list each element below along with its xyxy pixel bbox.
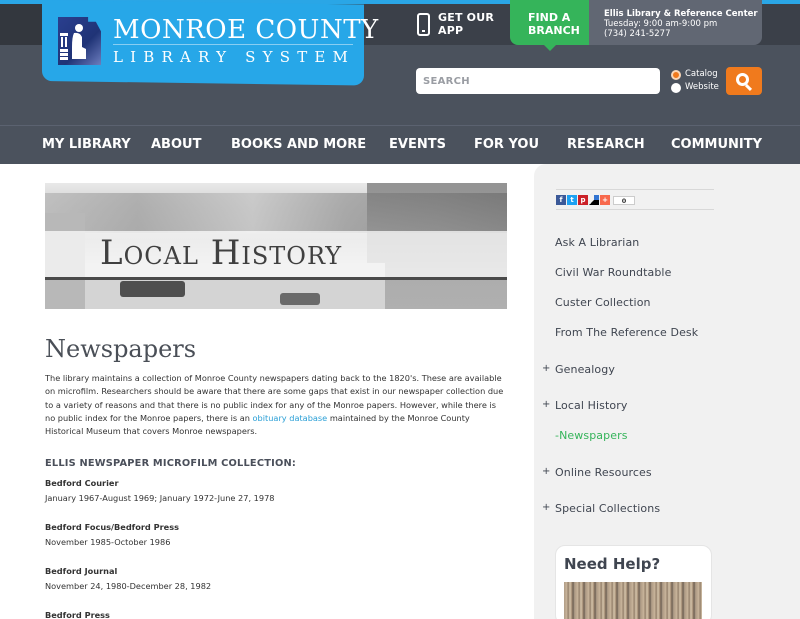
find-branch-line2: BRANCH [528, 24, 580, 37]
get-our-app-link[interactable] [417, 11, 494, 37]
library-reader-logo-icon [58, 17, 101, 65]
search-scope-website[interactable] [671, 81, 719, 94]
app-label-line1: GET OUR [438, 11, 495, 24]
expand-genealogy-icon[interactable]: + [542, 363, 551, 374]
search-scope-catalog[interactable] [671, 68, 719, 81]
local-history-banner [45, 183, 507, 309]
find-branch-button[interactable] [510, 0, 589, 45]
need-help-title: Need Help? [564, 555, 661, 573]
sidebar-item-special-collections[interactable]: Special Collections [555, 502, 661, 515]
nav-for-you[interactable]: FOR YOU [474, 137, 540, 152]
banner-wagon [120, 281, 185, 297]
newspaper-name: Bedford Courier [45, 478, 119, 488]
page-title: Newspapers [45, 335, 197, 363]
intro-text-end: maintained by the Monroe County Historical Museum that covers Monroe newspapers. [45, 412, 470, 437]
newspaper-entry [45, 565, 345, 592]
banner-title: Local History [100, 233, 343, 273]
newspaper-name: Bedford Journal [45, 566, 118, 576]
nav-books-and-more[interactable]: BOOKS AND MORE [231, 137, 367, 152]
newspaper-dates: January 1967-August 1969; January 1972-June 27, 1978 [45, 493, 275, 503]
obituary-database-link[interactable]: obituary database [252, 412, 328, 423]
site-logo[interactable] [42, 0, 379, 81]
sidebar-item-newspapers[interactable]: -Newspapers [555, 429, 628, 442]
search-input[interactable] [416, 68, 660, 94]
nav-events[interactable]: EVENTS [389, 137, 446, 152]
header-top-left-panel [0, 4, 42, 45]
facebook-icon[interactable]: f [556, 195, 566, 205]
newspaper-entry [45, 477, 345, 504]
share-count: 0 [613, 196, 635, 205]
app-label-line2: APP [438, 24, 464, 37]
search-scope-radio-group [671, 68, 719, 94]
banner-wagon [280, 293, 320, 305]
sidebar-item-from-the-reference-desk[interactable]: From The Reference Desk [555, 326, 699, 339]
section-heading: ELLIS NEWSPAPER MICROFILM COLLECTION: [45, 458, 296, 469]
newspaper-entry [45, 521, 345, 548]
book-stack-icon [60, 33, 68, 61]
need-help-image [564, 582, 702, 619]
newspaper-name: Bedford Focus/Bedford Press [45, 522, 179, 532]
sidebar-item-ask-a-librarian[interactable]: Ask A Librarian [555, 236, 640, 249]
get-our-app-label [438, 11, 494, 37]
twitter-icon[interactable]: t [567, 195, 577, 205]
intro-text: The library maintains a collection of Monroe County newspapers dating back to the 1820's. These are available on microfilm. Researchers should be aware that there are some gaps that exist in our newspaper collection due to a variety of reasons and that there is no public index for any of the Monroe papers. However, while there is no public index for the Monroe papers, there is an [45, 373, 504, 423]
branch-info-panel [589, 0, 762, 45]
search-icon-handle [745, 84, 752, 91]
sidebar-item-local-history[interactable]: Local History [555, 399, 628, 412]
branch-name: Ellis Library & Reference Center [604, 9, 758, 19]
intro-paragraph [45, 372, 507, 438]
newspaper-dates: November 1985-October 1986 [45, 537, 171, 547]
website-radio-label: Website [685, 82, 719, 92]
nav-about[interactable]: ABOUT [151, 137, 202, 152]
phone-icon [417, 13, 430, 36]
reader-figure-icon [68, 23, 86, 61]
branch-hours: Tuesday: 9:00 am-9:00 pm [604, 19, 718, 29]
sidebar-item-online-resources[interactable]: Online Resources [555, 466, 652, 479]
nav-community[interactable]: COMMUNITY [671, 137, 763, 152]
addthis-plus-icon[interactable]: + [600, 195, 610, 205]
newspaper-name: Bedford Press [45, 610, 110, 619]
branch-phone: (734) 241-5277 [604, 29, 671, 39]
search-button[interactable] [726, 67, 762, 95]
logo-subtitle: LIBRARY SYSTEM [113, 48, 356, 66]
logo-divider [113, 44, 353, 45]
delicious-icon[interactable] [589, 195, 599, 205]
newspaper-entry [45, 609, 345, 619]
catalog-radio-label: Catalog [685, 69, 718, 79]
catalog-radio[interactable] [671, 70, 681, 80]
expand-online-resources-icon[interactable]: + [542, 466, 551, 477]
nav-research[interactable]: RESEARCH [567, 137, 645, 152]
newspaper-dates: November 24, 1980-December 28, 1982 [45, 581, 212, 591]
expand-special-collections-icon[interactable]: + [542, 502, 551, 513]
website-radio[interactable] [671, 83, 681, 93]
nav-my-library[interactable]: MY LIBRARY [42, 137, 131, 152]
find-branch-line1: FIND A [528, 11, 571, 24]
sidebar-item-custer-collection[interactable]: Custer Collection [555, 296, 651, 309]
pinterest-icon[interactable]: p [578, 195, 588, 205]
logo-title: MONROE COUNTY [113, 15, 379, 45]
banner-title-underline [45, 277, 507, 280]
expand-local-history-icon[interactable]: + [542, 399, 551, 410]
sidebar-item-genealogy[interactable]: Genealogy [555, 363, 615, 376]
share-icons [556, 195, 635, 205]
main-nav [0, 125, 800, 164]
sidebar-item-civil-war-roundtable[interactable]: Civil War Roundtable [555, 266, 672, 279]
